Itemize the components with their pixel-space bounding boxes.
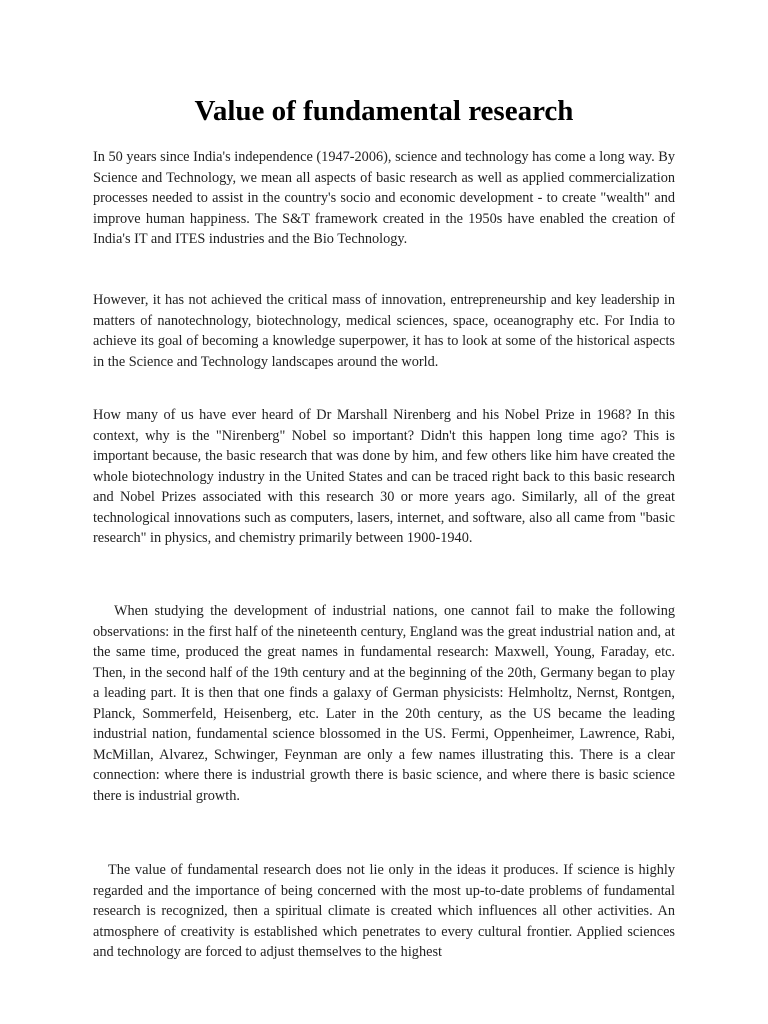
document-title: Value of fundamental research — [194, 95, 574, 127]
paragraph-value-of-research: The value of fundamental research does not lie only in the ideas it produces. If science is highly regarded and the importance of being concerned with the most up-to-date problems of fundamental research is recognized, then a spiritual climate is created which influences all other activities. An atmosphere of creativity is established which penetrates to every cultural frontier. Applied sciences and technology are forced to adjust themselves to the highest — [93, 862, 675, 960]
paragraph-independence: In 50 years since India's independence (1947-2006), science and technology has come a long way. By Science and Technology, we mean all aspects of basic research as well as applied commercialization processes needed to assist in the country's socio and economic development - to create "wealth" and improve human happiness. The S&T framework created in the 1950s have enabled the creation of India's IT and ITES industries and the Bio Technology. — [93, 149, 675, 247]
paragraph-nirenberg: How many of us have ever heard of Dr Marshall Nirenberg and his Nobel Prize in 1968? In this context, why is the "Nirenberg" Nobel so important? Didn't this happen long time ago? This is important because, the basic research that was done by him, and few others like him have created the whole biotechnology industry in the United States and can be traced right back to this basic research and Nobel Prizes associated with this research 30 or more years ago. Similarly, all of the great technological innovations such as computers, lasers, internet, and software, also all came from "basic research" in physics, and chemistry primarily between 1900-1940. — [93, 407, 675, 546]
paragraph-critical-mass: However, it has not achieved the critical mass of innovation, entrepreneurship and key leadership in matters of nanotechnology, biotechnology, medical sciences, space, oceanography etc. For India to achieve its goal of becoming a knowledge superpower, it has to look at some of the historical aspects in the Science and Technology landscapes around the world. — [93, 292, 675, 370]
paragraph-industrial-nations: When studying the development of industrial nations, one cannot fail to make the following observations: in the first half of the nineteenth century, England was the great industrial nation and, at the same time, produced the great names in fundamental research: Maxwell, Young, Faraday, etc. Then, in the second half of the 19th century and at the beginning of the 20th, Germany began to play a leading part. It is then that one finds a galaxy of German physicists: Helmholtz, Nernst, Rontgen, Planck, Sommerfeld, Heisenberg, etc. Later in the 20th century, as the US became the leading industrial nation, fundamental science blossomed in the US. Fermi, Oppenheimer, Lawrence, Rabi, McMillan, Alvarez, Schwinger, Feynman are only a few names illustrating this. There is a clear connection: where there is industrial growth there is basic science, and where there is basic science there is industrial growth. — [93, 603, 675, 804]
